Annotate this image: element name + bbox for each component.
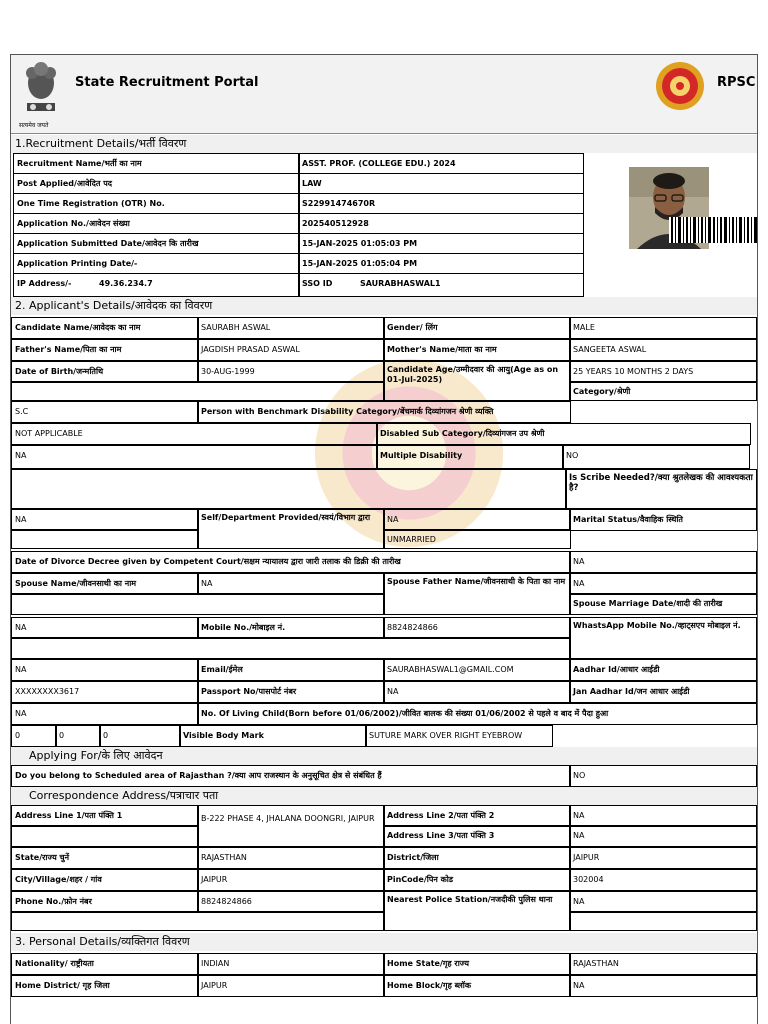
ip-address [13,273,300,297]
age-label [383,361,571,401]
section-personal-details: 3. Personal Details/व्यक्तिगत विवरण [11,933,757,951]
self-department-label: Self/Department Provided/स्वयं/विभाग द्वारा [197,509,385,549]
home-district-value: JAIPUR [197,975,385,997]
pwbd-label: Person with Benchmark Disability Category/बेंचमार्क दिव्यांगजन श्रेणी व्यक्ति [197,401,571,423]
state-label: State/राज्य चुनें [11,847,199,869]
aadhar-value: XXXXXXXX3617 [11,681,199,703]
child-count-3: 0 [99,725,181,747]
disabled-sub-category-value: NA [11,445,378,469]
address-line2-value: NA [569,805,757,827]
printing-date-label: Application Printing Date/- [13,253,300,274]
recruitment-name-label: Recruitment Name/भर्ती का नाम [13,153,300,174]
passport-label: Passport No/पासपोर्ट नंबर [197,681,385,703]
home-district-label: Home District/ गृह जिला [11,975,199,997]
father-name-label: Father's Name/पिता का नाम [11,339,199,361]
marital-status-value: UNMARRIED [383,529,571,549]
nationality-value: INDIAN [197,953,385,975]
age-value: 25 YEARS 10 MONTHS 2 DAYS [569,361,757,383]
mobile-label: Mobile No./मोबाइल नं. [197,617,385,639]
sso-id-value: SAURABHASWAL1 [359,279,441,288]
mobile-spacer [11,637,571,659]
home-block-value: NA [569,975,757,997]
child-count-1: 0 [11,725,57,747]
post-applied-value: LAW [298,173,584,194]
dob-label: Date of Birth/जन्मतिथि [11,361,199,383]
spouse-name-value: NA [197,573,385,595]
address-line1-label: Address Line 1/पता पंक्ति 1 [11,805,199,827]
spouse-spacer [11,593,385,615]
multiple-disability-value: NO [562,445,750,469]
police-spacer [569,911,757,931]
spouse-name-label: Spouse Name/जीवनसाथी का नाम [11,573,199,595]
portal-title: State Recruitment Portal [75,75,259,90]
category-value: S.C [11,401,199,423]
gender-label: Gender/ लिंग [383,317,571,339]
section-applicant-details: 2. Applicant's Details/आवेदक का विवरण [11,297,757,315]
mobile-value: 8824824866 [383,617,571,639]
father-name-value: JAGDISH PRASAD ASWAL [197,339,385,361]
scribe-needed-label: Is Scribe Needed?/क्या श्रुतलेखक की आवश्यकता है? [565,469,757,509]
org-name: RPSC [717,75,756,90]
application-no-value: 202540512928 [298,213,584,234]
marital-status-label: Marital Status/वैवाहिक स्थिति [569,509,757,531]
address-line1-value: B-222 PHASE 4, JHALANA DOONGRI, JAIPUR [197,805,385,847]
disabled-sub-category-label: Disabled Sub Category/दिव्यांगजन उप श्रेणी [376,423,751,445]
emblem-motto: सत्यमेव जयते [19,122,49,129]
printing-date-value: 15-JAN-2025 01:05:04 PM [298,253,584,274]
aadhar-label: Aadhar Id/आधार आईडी [569,659,757,681]
pwbd-value: NOT APPLICABLE [11,423,378,445]
gender-value: MALE [569,317,757,339]
living-child-label: No. Of Living Child(Born before 01/06/2002)/जीवित बालक की संख्या 01/06/2002 से पहले व बाद में पैदा हुआ [197,703,757,725]
post-applied-label: Post Applied/आवेदित पद [13,173,300,194]
otr-value: S22991474670R [298,193,584,214]
scheduled-area-value: NO [569,765,757,787]
sso-id-label: SSO ID [302,279,333,288]
address-spacer [11,825,199,847]
category-label: Category/श्रेणी [569,381,757,401]
application-form [10,54,758,1024]
phone-value: 8824824866 [197,891,385,913]
home-state-label: Home State/गृह राज्य [383,953,571,975]
section-recruitment-details: 1.Recruitment Details/भर्ती विवरण [11,135,757,153]
state-value: RAJASTHAN [197,847,385,869]
email-label: Email/ईमेल [197,659,385,681]
pincode-value: 302004 [569,869,757,891]
jan-aadhar-label: Jan Aadhar Id/जन आधार आईडी [569,681,757,703]
divorce-date-value: NA [569,551,757,573]
candidate-name-value: SAURABH ASWAL [197,317,385,339]
district-value: JAIPUR [569,847,757,869]
spouse-marriage-date-label: Spouse Marriage Date/शादी की तारीख [569,593,757,615]
sso-id [298,273,584,297]
mother-name-label: Mother's Name/माता का नाम [383,339,571,361]
city-value: JAIPUR [197,869,385,891]
police-station-label: Nearest Police Station/नजदीकी पुलिस थाना [383,891,571,931]
scribe-spacer [11,469,567,509]
scheduled-area-label: Do you belong to Scheduled area of Rajasthan ?/क्या आप राजस्थान के अनुसूचित क्षेत्र से संबंधित हैं [11,765,571,787]
police-station-value: NA [569,891,757,913]
body-mark-label: Visible Body Mark [179,725,367,747]
candidate-name-label: Candidate Name/आवेदक का नाम [11,317,199,339]
body-mark-value: SUTURE MARK OVER RIGHT EYEBROW [365,725,553,747]
age-label-note: (Age as on 01-Jul-2025) [387,365,559,384]
barcode-icon [669,217,758,243]
age-label-main: Candidate Age/उम्मीदवार की आयु [387,365,511,374]
form-header [11,55,757,134]
application-no-label: Application No./आवेदन संख्या [13,213,300,234]
rpsc-seal-icon [655,61,705,111]
nationality-label: Nationality/ राष्ट्रीयता [11,953,199,975]
ip-address-label: IP Address/- [17,279,72,288]
address-line2-label: Address Line 2/पता पंक्ति 2 [383,805,571,827]
scribe-needed-value: NA [11,509,199,531]
spouse-father-value: NA [569,573,757,595]
spouse-father-label: Spouse Father Name/जीवनसाथी के पिता का नाम [383,573,571,615]
jan-aadhar-value: NA [11,703,199,725]
submitted-date-label: Application Submitted Date/आवेदन कि तारीख [13,233,300,254]
spouse-marriage-date-value: NA [11,617,199,639]
home-block-label: Home Block/गृह ब्लॉक [383,975,571,997]
child-count-2: 0 [55,725,101,747]
whatsapp-value: NA [11,659,199,681]
dob-spacer [11,381,385,401]
address-line3-label: Address Line 3/पता पंक्ति 3 [383,825,571,847]
whatsapp-label: WhastsApp Mobile No./व्हाट्सएप मोबाइल नं. [569,617,757,659]
pincode-label: PinCode/पिन कोड [383,869,571,891]
otr-label: One Time Registration (OTR) No. [13,193,300,214]
submitted-date-value: 15-JAN-2025 01:05:03 PM [298,233,584,254]
self-dept-spacer [11,529,199,549]
section-applying-for: Applying For/के लिए आवेदन [11,747,757,765]
city-label: City/Village/शहर / गांव [11,869,199,891]
home-state-value: RAJASTHAN [569,953,757,975]
dob-value: 30-AUG-1999 [197,361,385,383]
ip-address-value: 49.36.234.7 [99,279,153,288]
district-label: District/जिला [383,847,571,869]
recruitment-name-value: ASST. PROF. (COLLEGE EDU.) 2024 [298,153,584,174]
multiple-disability-label: Multiple Disability [376,445,564,469]
phone-label: Phone No./फ़ोन नंबर [11,891,199,913]
passport-value: NA [383,681,571,703]
section-correspondence-address: Correspondence Address/पत्राचार पता [11,787,757,805]
self-department-value: NA [383,509,571,531]
email-value: SAURABHASWAL1@GMAIL.COM [383,659,571,681]
phone-spacer [11,911,385,931]
address-line3-value: NA [569,825,757,847]
mother-name-value: SANGEETA ASWAL [569,339,757,361]
divorce-date-label: Date of Divorce Decree given by Competent Court/सक्षम न्यायालय द्वारा जारी तलाक की डिक्री की तारीख [11,551,571,573]
national-emblem-icon [17,59,65,127]
